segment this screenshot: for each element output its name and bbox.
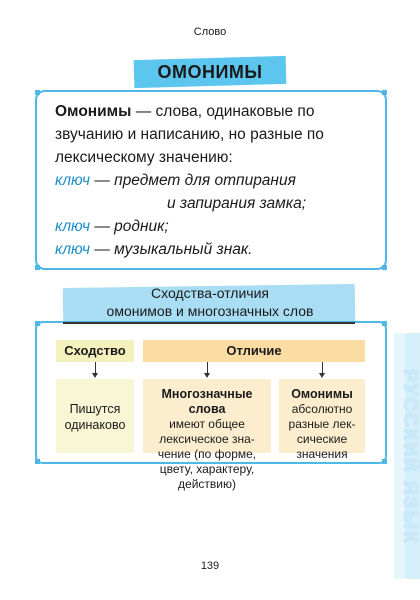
box-corner — [382, 321, 387, 326]
polysemous-cell — [143, 379, 271, 491]
example-meaning: — предмет для отпирания — [90, 172, 296, 189]
box-corner — [382, 265, 387, 270]
definition-term: Омонимы — [55, 103, 132, 120]
box-corner — [35, 459, 40, 464]
example-1 — [55, 169, 296, 192]
polysemous-text: имеют общее лексическое зна-чение (по форме, цвету, характеру, действию) — [157, 417, 257, 491]
homonyms-arrow — [322, 362, 323, 374]
example-word: ключ — [55, 172, 91, 189]
side-tab-label: РУССКИЙ ЯЗЫК — [399, 369, 420, 545]
running-header: Слово — [193, 26, 227, 38]
comparison-title-underline — [63, 322, 355, 324]
homonyms-cell — [279, 379, 365, 461]
box-corner — [35, 265, 40, 270]
similarity-header: Сходство — [56, 340, 134, 362]
example-word: ключ — [55, 241, 91, 258]
comparison-title-line1: Сходства-отличия — [150, 285, 269, 301]
comparison-title — [60, 284, 360, 320]
comparison-title-line2: омонимов и многозначных слов — [106, 303, 314, 319]
page-title: ОМОНИМЫ — [157, 62, 263, 82]
example-1-continuation: и запирания замка; — [167, 195, 307, 212]
example-2 — [55, 215, 169, 238]
box-corner — [382, 459, 387, 464]
box-corner — [382, 90, 387, 95]
definition-body: — слова, одинаковые по звучанию и написанию, но разные по лексическому значению: — [55, 103, 324, 166]
similarity-cell: Пишутся одинаково — [56, 379, 134, 453]
polysemous-arrow — [207, 362, 208, 374]
box-corner — [35, 90, 40, 95]
homonyms-title: Омонимы — [291, 387, 353, 401]
similarity-arrow — [95, 362, 96, 374]
homonyms-text: абсолютно разные лек-сические значения — [288, 402, 356, 461]
example-word: ключ — [55, 218, 91, 235]
polysemous-title: Многозначные слова — [161, 387, 253, 416]
example-3 — [55, 238, 252, 261]
difference-header: Отличие — [143, 340, 365, 362]
example-meaning: — музыкальный знак. — [90, 241, 253, 258]
page-number: 139 — [200, 560, 220, 572]
definition-text — [55, 100, 369, 169]
example-meaning: — родник; — [90, 218, 169, 235]
box-corner — [35, 321, 40, 326]
